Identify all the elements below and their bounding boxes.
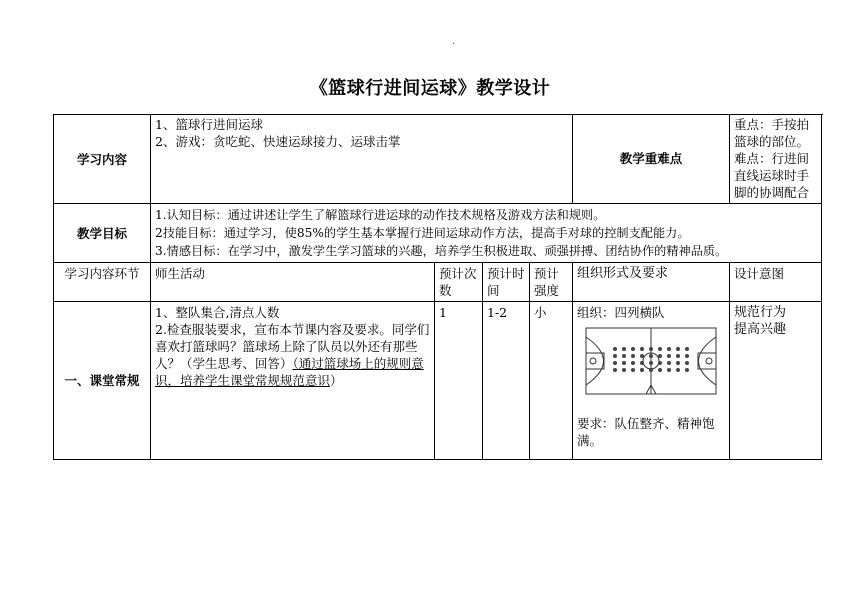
student-dot — [658, 354, 662, 358]
goal-line-1: 1.认知目标：通过讲述让学生了解篮球行进运球的动作技术规格及游戏方法和规则。 — [155, 208, 606, 222]
header-activity: 师生活动 — [151, 263, 435, 302]
student-dot — [631, 361, 635, 365]
student-dot — [685, 347, 689, 351]
student-dot — [649, 361, 653, 365]
header-intent: 设计意图 — [730, 263, 822, 302]
student-dot — [667, 361, 671, 365]
student-dot — [631, 347, 635, 351]
student-dot — [613, 368, 617, 372]
activity-cell — [151, 302, 435, 460]
goals-row — [54, 204, 822, 263]
student-dot — [640, 361, 644, 365]
student-dot — [676, 354, 680, 358]
goal-line-3: 3.情感目标：在学习中，激发学生学习篮球的兴趣，培养学生积极进取、顽强拼搏、团结协作的精神品质。 — [155, 244, 728, 258]
goals-cell — [151, 204, 822, 263]
student-dot — [640, 368, 644, 372]
goals-label: 教学目标 — [54, 204, 151, 263]
header-row — [54, 263, 822, 302]
content-row — [54, 115, 822, 204]
document-title: 《篮球行进间运球》教学设计 — [309, 78, 551, 99]
count-cell: 1 — [435, 302, 483, 460]
student-dot — [658, 361, 662, 365]
key-points-cell — [730, 115, 822, 204]
intent-line-1: 规范行为 — [734, 305, 787, 320]
student-dot — [667, 354, 671, 358]
intent-cell — [730, 302, 822, 460]
student-dot — [622, 354, 626, 358]
content-cell — [151, 115, 573, 204]
student-dot — [658, 368, 662, 372]
goal-line-2: 2技能目标：通过学习，使85%的学生基本掌握行进间运球动作方法，提高手对球的控制支配能力。 — [155, 226, 690, 240]
intent-line-2: 提高兴趣 — [734, 322, 787, 337]
time-cell: 1-2 — [483, 302, 530, 460]
student-dot — [685, 368, 689, 372]
section-name: 一、课堂常规 — [54, 302, 151, 460]
content-line-2: 2、游戏：贪吃蛇、快速运球接力、运球击掌 — [155, 134, 401, 149]
student-dot — [613, 354, 617, 358]
student-dot — [622, 347, 626, 351]
header-mark: . — [452, 36, 456, 47]
header-section: 学习内容环节 — [54, 263, 151, 302]
key-point-line-1: 重点：手按拍篮球的部位。 — [734, 117, 810, 149]
header-intensity: 预计强度 — [530, 263, 573, 302]
header-time: 预计时间 — [483, 263, 530, 302]
student-dot — [640, 354, 644, 358]
key-points-label — [573, 115, 730, 204]
header-count: 预计次数 — [435, 263, 483, 302]
student-dot — [622, 361, 626, 365]
student-dot — [640, 347, 644, 351]
content-line-1: 1、篮球行进间运球 — [155, 117, 263, 132]
student-dot — [613, 361, 617, 365]
student-dot — [613, 347, 617, 351]
student-dot — [685, 361, 689, 365]
student-dot — [685, 354, 689, 358]
intensity-cell: 小 — [530, 302, 573, 460]
activity-underlined: （通过篮球场上的规则意识，培养学生课堂常规规范意识 — [155, 356, 424, 388]
lesson-plan-table — [53, 114, 822, 460]
org-title: 组织：四列横队 — [577, 305, 665, 320]
activity-line-1: 1、整队集合,清点人数 — [155, 305, 280, 320]
student-dot — [676, 347, 680, 351]
activity-tail: ） — [330, 373, 343, 388]
student-dot — [658, 347, 662, 351]
content-label: 学习内容 — [54, 115, 151, 204]
org-requirement: 要求：队伍整齐、精神饱满。 — [577, 416, 715, 448]
student-dot — [622, 368, 626, 372]
student-dot — [676, 368, 680, 372]
key-point-line-2: 难点：行进间直线运球时手脚的协调配合 — [734, 151, 810, 200]
student-dot — [631, 354, 635, 358]
student-dot — [667, 347, 671, 351]
student-dot — [649, 368, 653, 372]
organization-cell — [573, 302, 730, 460]
student-dot — [667, 368, 671, 372]
student-dot — [649, 354, 653, 358]
activity-text: 2.检查服装要求，宣布本节课内容及要求。同学们喜欢打篮球吗？篮球场上除了队员以外还有那些人？（学生思考、回答） — [155, 322, 430, 371]
student-dot — [676, 361, 680, 365]
key-points-label-text: 教学重难点 — [619, 151, 683, 166]
student-dot — [649, 347, 653, 351]
basketball-court-diagram — [585, 327, 717, 397]
student-dot — [631, 368, 635, 372]
section-row — [54, 302, 822, 460]
header-organization: 组织形式及要求 — [573, 263, 730, 302]
